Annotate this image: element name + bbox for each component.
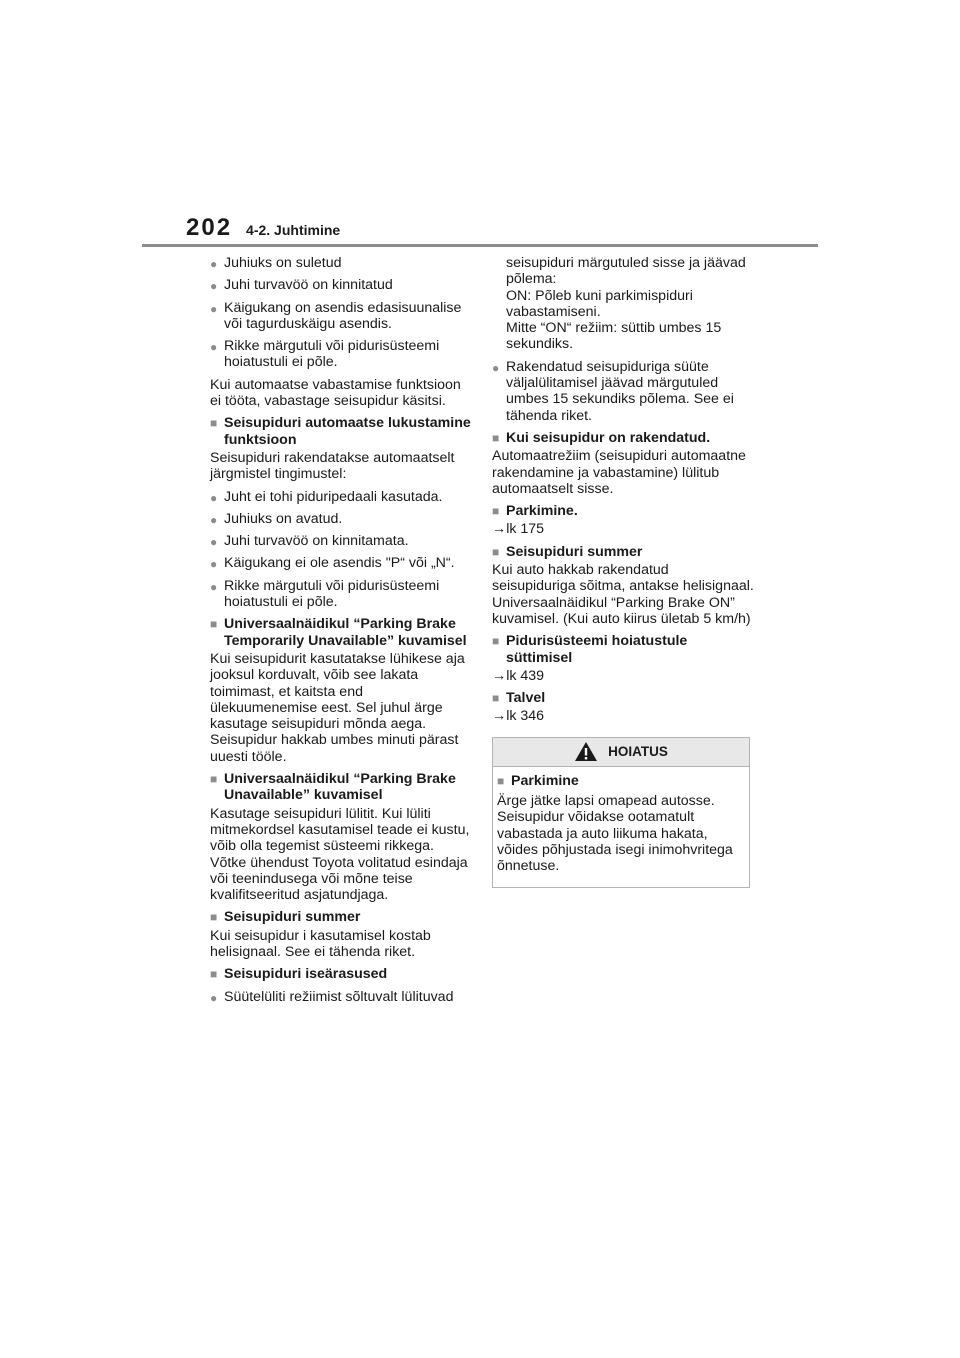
list-item: ● Süütelüliti režiimist sõltuvalt lülituvad <box>210 988 454 1005</box>
page-reference: →lk 346 <box>492 708 545 725</box>
square-bullet-icon: ■ <box>492 544 500 559</box>
page-reference: →lk 439 <box>492 667 545 684</box>
right-column <box>492 255 754 888</box>
paragraph: Kui automaatse vabastamise funktsioon ei tööta, vabastage seisupidur käsitsi. <box>210 376 461 410</box>
warning-body <box>493 767 749 887</box>
paragraph: Kui seisupidur i kasutamisel kostab helisignaal. See ei tähenda riket. <box>210 927 431 960</box>
square-bullet-icon: ■ <box>492 504 500 519</box>
section-heading: ■ Seisupiduri summer <box>210 909 361 926</box>
square-bullet-icon: ■ <box>210 772 218 787</box>
paragraph: Automaatrežiim (seisupiduri automaatne rakendamine ja vabastamine) lülitub automaatselt sisse. <box>492 448 746 497</box>
bullet-icon: ● <box>210 279 218 294</box>
square-bullet-icon: ■ <box>492 691 500 706</box>
list-item: ● Juhi turvavöö on kinnitatud <box>210 277 393 294</box>
section-heading: ■ Seisupiduri summer <box>492 543 643 560</box>
continued-text: Mitte “ON“ režiim: süttib umbes 15 sekundiks. <box>506 320 722 353</box>
section-heading: ■ Seisupiduri iseärasused <box>210 966 388 983</box>
page-reference: →lk 175 <box>492 521 545 538</box>
square-bullet-icon: ■ <box>210 967 218 982</box>
continued-text: seisupiduri märgutuled sisse ja jäävad põlema: <box>506 255 746 288</box>
square-bullet-icon: ■ <box>210 617 218 632</box>
warning-text: Ärge jätke lapsi omapead autosse. Seisupidur võidakse ootamatult vabastada ja auto liikuma hakata, võides põhjustada isegi inimohvritega õnnetuse. <box>497 793 733 875</box>
section-heading: ■ Talvel <box>492 690 546 707</box>
bullet-icon: ● <box>210 257 218 271</box>
warning-heading: ■ Parkimine <box>497 772 579 789</box>
section-heading: ■ Kui seisupidur on rakendatud. <box>492 429 711 446</box>
warning-title: HOIATUS <box>608 743 668 759</box>
page-header <box>186 214 340 242</box>
bullet-icon: ● <box>492 360 500 375</box>
section-title: 4-2. Juhtimine <box>246 222 341 238</box>
section-heading: ■ Pidurisüsteemi hoiatustule süttimisel <box>492 633 688 666</box>
list-item: ● Juhiuks on avatud. <box>210 510 343 527</box>
bullet-icon: ● <box>210 535 218 550</box>
list-item: ● Käigukang ei ole asendis "P“ või „N“. <box>210 555 455 572</box>
paragraph: Kui auto hakkab rakendatud seisupiduriga sõitma, antakse helisignaal. Universaalnäidikul “Parking Brake ON” kuvamisel. (Kui auto kiirus ületab 5 km/h) <box>492 562 754 627</box>
bullet-icon: ● <box>210 340 218 355</box>
paragraph: Kui seisupidurit kasutatakse lühikese aja jooksul korduvalt, võib see lakata toimimast, et kaitsta end ülekuumenemise eest. Sel juhul ärge kasutage seisupiduri mõnda aega. Seisupidur hakkab umbes minuti pärast uuesti tööle. <box>210 650 465 765</box>
paragraph: Seisupiduri rakendatakse automaatselt järgmistel tingimustel: <box>210 449 455 483</box>
paragraph: Kasutage seisupiduri lülitit. Kui lüliti mitmekordsel kasutamisel teade ei kustu, võib olla tegemist süsteemi rikkega. Võtke ühendust Toyota volitatud esindaja või teenindusega või mõne teise kvalifitseeritud asjatundjaga. <box>210 805 470 904</box>
list-item: ● Käigukang on asendis edasisuunalise või tagurduskäigu asendis. <box>210 299 462 332</box>
list-item: ● Juhiuks on suletud <box>210 255 342 271</box>
list-item: ● Rakendatud seisupiduriga süüte väljalülitamisel jäävad märgutuled umbes 15 sekundiks põlema. See ei tähenda riket. <box>492 358 734 424</box>
warning-header <box>493 738 749 767</box>
square-bullet-icon: ■ <box>210 416 218 431</box>
list-item: ● Rikke märgutuli või pidurisüsteemi hoiatustuli ei põle. <box>210 338 440 371</box>
section-heading: ■ Universaalnäidikul “Parking Brake Temporarily Unavailable” kuvamisel <box>210 616 467 649</box>
warning-box <box>492 737 750 888</box>
square-bullet-icon: ■ <box>492 634 500 649</box>
section-heading: ■ Seisupiduri automaatse lukustamine funktsioon <box>210 415 471 448</box>
square-bullet-icon: ■ <box>492 430 500 445</box>
page-number: 202 <box>186 214 233 241</box>
section-heading: ■ Universaalnäidikul “Parking Brake Unavailable” kuvamisel <box>210 771 456 804</box>
square-bullet-icon: ■ <box>497 773 505 788</box>
warning-triangle-icon <box>574 741 598 762</box>
section-heading: ■ Parkimine. <box>492 503 578 520</box>
bullet-icon: ● <box>210 579 218 594</box>
bullet-icon: ● <box>210 490 218 505</box>
list-item: ● Juht ei tohi piduripedaali kasutada. <box>210 488 443 505</box>
continued-text: ON: Põleb kuni parkimispiduri vabastamiseni. <box>506 287 693 320</box>
header-divider <box>142 244 818 247</box>
list-item: ● Juhi turvavöö on kinnitamata. <box>210 533 409 550</box>
left-column <box>210 255 472 1011</box>
list-item: ● Rikke märgutuli või pidurisüsteemi hoiatustuli ei põle. <box>210 577 440 611</box>
square-bullet-icon: ■ <box>210 910 218 925</box>
bullet-icon: ● <box>210 301 218 316</box>
bullet-icon: ● <box>210 557 218 572</box>
bullet-icon: ● <box>210 512 218 527</box>
bullet-icon: ● <box>210 990 218 1005</box>
